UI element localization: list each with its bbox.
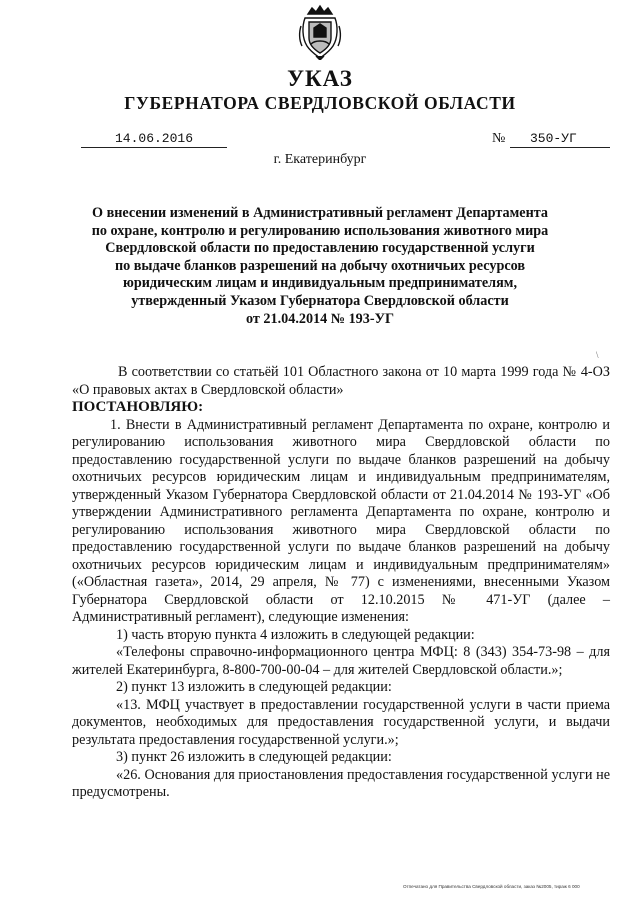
heading-line: по выдаче бланков разрешений на добычу охотничьих ресурсов (114, 257, 526, 274)
date-underline (81, 147, 227, 148)
city: г. Екатеринбург (273, 152, 367, 167)
decree-word: ПОСТАНОВЛЯЮ: (72, 399, 204, 415)
quote-3: «26. Основания для приостановления предоставления государственной услуги не предусмотрены. (72, 766, 610, 800)
number-underline (510, 147, 610, 148)
quote-1: «Телефоны справочно-информационного центра МФЦ: 8 (343) 354-73-98 – для жителей Екатеринбурга, 8-800-700-00-04 – для жителей Свердловской области.»; (72, 644, 610, 678)
quote-2: «13. МФЦ участвует в предоставлении государственной услуги в части приема документов, необходимых для предоставления государственной услуги, и выдачи результата предоставления государственной услуги.»; (72, 696, 610, 748)
heading-line: Свердловской области по предоставлению государственной услуги (105, 240, 535, 257)
stray-mark: \ (596, 350, 599, 360)
item-1: 1. Внести в Административный регламент Департамента по охране, контролю и регулированию использования животного мира Свердловской области по предоставлению государственной услуги по выдаче бланков разрешений на добычу охотничьих ресурсов юридическим лицам и индивидуальным предпринимателям, утвержденный Указом Губернатора Свердловской области от 21.04.2014 № 193-УГ «Об утверждении Административного регламента Департамента по охране, контролю и регулированию использования животного мира Свердловской области по предоставлению государственной услуги по выдаче бланков разрешений на добычу охотничьих ресурсов юридическим лицам и индивидуальным предпринимателям» («Областная газета», 2014, 29 апреля, № 77) с изменениями, внесенными Указом Губернатора Свердловской области от 12.10.2015 № 471-УГ (далее – Административный регламент), следующие изменения: (72, 416, 610, 625)
heading-line: от 21.04.2014 № 193-УГ (245, 310, 395, 327)
decree-heading (82, 205, 558, 328)
subitem-3: 3) пункт 26 изложить в следующей редакции: (116, 749, 392, 765)
subitem-2: 2) пункт 13 изложить в следующей редакции: (116, 679, 392, 695)
heading-line: утвержденный Указом Губернатора Свердловской области (131, 292, 509, 309)
subitem-1: 1) часть вторую пункта 4 изложить в следующей редакции: (116, 626, 475, 643)
decree-date: 14.06.2016 (115, 131, 194, 146)
heading-line: О внесении изменений в Административный регламент Департамента (92, 205, 548, 221)
heading-line: по охране, контролю и регулированию использования животного мира (91, 222, 549, 239)
issuer-title: ГУБЕРНАТОРА СВЕРДЛОВСКОЙ ОБЛАСТИ (124, 93, 516, 113)
preamble: В соответствии со статьёй 101 Областного закона от 10 марта 1999 года № 4-ОЗ «О правовых актах в Свердловской области» (72, 364, 610, 398)
decree-body (72, 364, 610, 802)
coat-of-arms-icon (298, 4, 342, 60)
number-sign: № (492, 131, 506, 146)
heading-line: юридическим лицам и индивидуальным предпринимателям, (122, 275, 518, 292)
print-imprint: Отпечатано для Правительства Свердловской области, заказ №2005, тираж 6 000 (403, 884, 580, 889)
decree-number: 350-УГ (530, 131, 577, 146)
document-type-title: УКАЗ (287, 66, 353, 91)
